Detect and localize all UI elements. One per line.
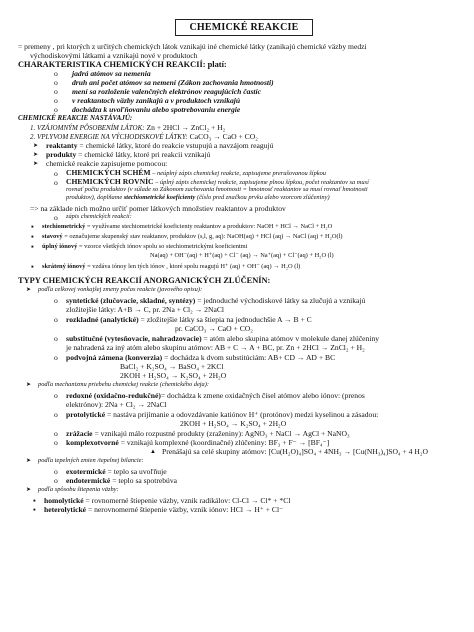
typy-group-3: podľa tepelných zmien /tepelnej bilancie: [38, 457, 144, 464]
rozkladne-example: pr. CaCO₃ → CaO + CO₂ [175, 324, 253, 333]
charakteristika-item: druh ani počet atómov sa nemení (Zákon zachovania hmotnosti) [72, 78, 274, 87]
nastavaju-heading: CHEMICKÉ REAKCIE NASTÁVAJÚ: [18, 114, 133, 122]
triangle-bullet-icon: ▲ [150, 449, 156, 455]
exotermicke-definition: exotermické = teplo sa uvoľňuje [66, 467, 167, 476]
zaklade-note: => na základe nich možno určiť pomer látkových množstiev reaktantov a produktov [30, 204, 286, 213]
intro-line-2: východiskovými látkami a vznikajú nové v produktoch [30, 51, 198, 60]
bullet-circle-icon: o [54, 169, 58, 178]
stechiometricky-zapis: stechiometrický = využívame stechiometrické koeficienty reaktantov a produktov: NaOH + HCl → NaCl + H₂O [42, 223, 333, 230]
rovnic-definition: CHEMICKÝCH ROVNÍC – úplný zápis chemickej reakcie, zapisujeme plnou šípkou, počet reaktantov sa musí [66, 177, 369, 186]
zrazacie-definition: zrážacie = vznikajú málo rozpustné produkty (zraženiny): AgNO₃ + NaCl → AgCl + NaNO₃ [66, 429, 350, 438]
arrow-bullet-icon: ➤ [26, 487, 32, 493]
bullet-circle-icon: o [54, 476, 58, 485]
heterolyticke-definition: heterolytické = nerovnomerné štiepenie väzby, vznik iónov: HCl → H⁺ + Cl⁻ [44, 505, 284, 514]
typy-group-4: podľa spôsobu štiepenia väzby: [38, 486, 119, 493]
reaktanty-definition: reaktanty = chemické látky, ktoré do reakcie vstupujú a navzájom reagujú [46, 141, 274, 150]
bullet-circle-icon: o [54, 87, 58, 96]
podvojna-zamena-eq-2: 2KOH + H₂SO₄ → K₂SO₄ + 2H₂O [120, 371, 227, 380]
bullet-circle-icon: o [54, 78, 58, 87]
charakteristika-item: dochádza k uvoľňovaniu alebo spotrebovaniu energie [72, 105, 241, 114]
bullet-circle-icon: o [54, 438, 58, 447]
bullet-circle-icon: o [54, 213, 58, 222]
square-bullet-icon: ▪ [33, 505, 36, 514]
bullet-circle-icon: o [54, 410, 58, 419]
document-title-box [175, 19, 313, 36]
typy-heading: TYPY CHEMICKÝCH REAKCIÍ ANORGANICKÝCH ZLÚČENÍN: [18, 276, 271, 285]
bullet-circle-icon: o [54, 315, 58, 324]
rovnic-definition-cont: produktov), doplňame stechiometrické koeficienty (číslo pred značkou prvku alebo vzorcom zlúčeniny) [66, 194, 330, 201]
podvojna-zamena-definition: podvojná zámena (konverzia) = dochádza k dvom substitúciám: AB+ CD → AD + BC [66, 353, 336, 362]
bullet-circle-icon: o [54, 105, 58, 114]
podvojna-zamena-eq-1: BaCl₂ + K₂SO₄ → BaSO₄ + 2KCl [120, 362, 224, 371]
arrow-bullet-icon: ➤ [26, 458, 32, 464]
typy-group-1: podľa celkovej vonkajšej zmeny počas reakcie (javového opisu): [38, 286, 203, 293]
bullet-circle-icon: o [54, 467, 58, 476]
arrow-bullet-icon: ➤ [26, 287, 32, 293]
komplexotvorne-definition: komplexotvorné = vznikajú komplexné (koordinačné) zlúčeniny: BF₃ + F⁻ → [BF₄⁻] [66, 438, 330, 447]
ionovy-zapis-equation: Na(aq) + OH⁻(aq) + H⁺(aq) + Cl⁻ (aq) → Na⁺(aq) + Cl⁻(aq) + H₂O (l) [150, 252, 334, 259]
square-bullet-icon: ▪ [33, 496, 36, 505]
arrow-bullet-icon: ➤ [26, 382, 32, 388]
ionovy-zapis: úplný iónový = vzorce všetkých iónov spolu so stechiometrickými koeficientmi [42, 243, 248, 250]
bullet-circle-icon: o [54, 178, 58, 187]
bullet-circle-icon: o [54, 296, 58, 305]
document-title: CHEMICKÉ REAKCIE [189, 22, 299, 33]
arrow-bullet-icon: ➤ [33, 152, 39, 158]
homolyticke-definition: homolytické = rovnomerné štiepenie väzby, vznik radikálov: Cl-Cl → Cl* + *Cl [44, 496, 291, 505]
produkty-definition: produkty = chemické látky, ktoré pri reakcii vznikajú [46, 150, 211, 159]
charakteristika-item: v reaktantoch väzby zanikajú a v produktoch vznikajú [72, 96, 241, 105]
substitucne-definition: substitučné (vytesňovacie, nahradzovacie) = atóm alebo skupina atómov v molekule danej zlúčeniny [66, 334, 380, 343]
rozkladne-definition: rozkladné (analytické) = zložitejšie látky sa štiepia na jednoduchšie A → B + C [66, 315, 312, 324]
komplexotvorne-note: Prenášajú sa celé skupiny atómov: [Cu(H₂O)₄]SO₄ + 4NH₃ → [Cu(NH₃)₄]SO₄ + 4 H₂O [162, 447, 428, 456]
bullet-circle-icon: o [54, 353, 58, 362]
skrateny-zapis: skrátený iónový = vzdáva iónoy len tých iónov , ktoré spolu reagujú H⁺ (aq) + OH⁻ (aq) → H₂O (l) [42, 263, 301, 270]
bullet-circle-icon: o [54, 334, 58, 343]
square-bullet-icon: ▪ [31, 242, 34, 251]
nastavaju-item-1: 1. VZÁJOMNÝM PÔSOBENÍM LÁTOK: Zn + 2HCl → ZnCl₂ + H₂ [30, 123, 226, 132]
endotermicke-definition: endotermické = teplo sa spotrebúva [66, 476, 178, 485]
redoxne-definition-cont: elektrónov): 2Na + Cl₂ → 2NaCl [66, 400, 167, 409]
zapis-intro: chemické reakcie zapisujeme pomocou: [46, 159, 168, 168]
protolyticke-example: 2KOH + H₂SO₄ → K₂SO₄ + 2H₂O [180, 419, 287, 428]
substitucne-definition-cont: je nahradená za iný atóm alebo skupinu atómov: AB + C → A + BC, pr. Zn + 2HCl → ZnCl₂ + H₂ [66, 343, 365, 352]
square-bullet-icon: ▪ [31, 262, 34, 271]
synteticke-definition-cont: zložitejšie látky: A+B → C, pr. 2Na + Cl₂ → 2NaCl [66, 305, 225, 314]
square-bullet-icon: ▪ [31, 222, 34, 231]
schem-definition: CHEMICKÝCH SCHÉM – neúplný zápis chemickej reakcie, zapisujeme prerušovanou šípkou [66, 168, 326, 177]
charakteristika-item: jadrá atómov sa nemenia [72, 69, 151, 78]
charakteristika-item: mení sa rozloženie valenčných elektrónov reagujúcich častíc [72, 87, 261, 96]
stavovy-zapis: stavový = označujeme skupenský stav reaktanov, produktov (s,l, g, aq): NaOH(aq) + HCl (aq) → NaCl (aq) + H₂O(l) [42, 233, 343, 240]
intro-line-1: = premeny , pri ktorých z určitých chemických látok vznikajú iné chemické látky (zanikajú chemické väzby medzi [18, 42, 367, 51]
bullet-circle-icon: o [54, 391, 58, 400]
protolyticke-definition: protolytické = nastáva prijímanie a odovzdávanie katiónov H⁺ (protónov) medzi kyselinou a zásadou: [66, 410, 379, 419]
square-bullet-icon: ▪ [31, 232, 34, 241]
arrow-bullet-icon: ➤ [33, 143, 39, 149]
arrow-bullet-icon: ➤ [33, 161, 39, 167]
bullet-circle-icon: o [54, 69, 58, 78]
bullet-circle-icon: o [54, 96, 58, 105]
nastavaju-item-2: 2. VPLYVOM ENERGIE NA VÝCHODISKOVÉ LÁTKY: CaCO₃ → CaO + CO₂ [30, 132, 258, 141]
charakteristika-heading: CHARAKTERISTIKA CHEMICKÝCH REAKCIÍ: platí: [18, 60, 227, 69]
synteticke-definition: syntetické (zlučovacie, skladné, syntézy) = jednoduché východiskové látky sa zlučujú a vznikajú [66, 296, 366, 305]
zapis-heading: zápis chemických reakcií: [66, 213, 132, 220]
bullet-circle-icon: o [54, 429, 58, 438]
typy-group-2: podľa mechanizmu priebehu chemickej reakcie (chemického deja): [38, 381, 210, 388]
rovnic-definition-cont: rovnať počtu produktov (v súlade so Zákonom zachovania hmotnosti = hmotnosť reaktantov sa musí rovnať hmotnosti [66, 186, 368, 193]
redoxne-definition: redoxné (oxidačno-redukčné)= dochádza k zmene oxidačných čísel atómov alebo iónov: (prenos [66, 391, 365, 400]
